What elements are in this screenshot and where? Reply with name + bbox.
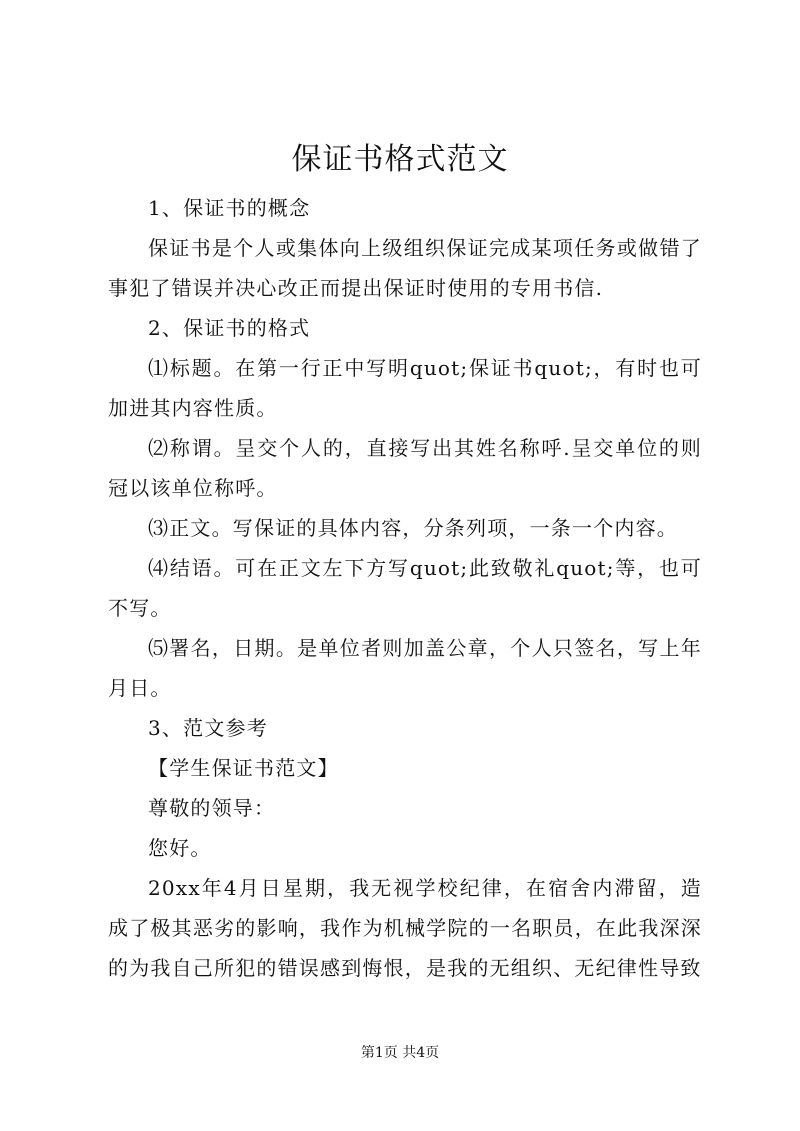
document-body	[108, 188, 702, 988]
document-title: 保证书格式范文	[291, 142, 509, 177]
paragraph-concept: 保证书是个人或集体向上级组织保证完成某项任务或做错了事犯了错误并决心改正而提出保证时使用的专用书信.	[108, 236, 702, 300]
format-item-body: ⑶正文。写保证的具体内容，分条列项，一条一个内容。	[148, 516, 678, 540]
format-item-closing: ⑷结语。可在正文左下方写quot;此致敬礼quot;等，也可不写。	[108, 556, 702, 620]
page-number-footer: 第1页 共4页	[360, 1045, 440, 1061]
format-item-salutation: ⑵称谓。呈交个人的，直接写出其姓名称呼.呈交单位的则冠以该单位称呼。	[108, 436, 702, 500]
sample-body-paragraph: 20xx年4月日星期，我无视学校纪律，在宿舍内滞留，造成了极其恶劣的影响，我作为机械学院的一名职员，在此我深深的为我自己所犯的错误感到悔恨，是我的无组织、无纪律性导致	[108, 876, 702, 980]
format-item-signature: ⑸署名，日期。是单位者则加盖公章，个人只签名，写上年月日。	[108, 636, 702, 700]
format-item-title: ⑴标题。在第一行正中写明quot;保证书quot;，有时也可加进其内容性质。	[108, 356, 702, 420]
sample-greeting: 您好。	[148, 836, 212, 860]
section-heading-format: 2、保证书的格式	[148, 316, 311, 340]
section-heading-concept: 1、保证书的概念	[148, 196, 311, 220]
sample-title: 【学生保证书范文】	[148, 756, 339, 780]
section-heading-sample: 3、范文参考	[148, 716, 268, 740]
sample-salutation: 尊敬的领导：	[148, 796, 276, 820]
